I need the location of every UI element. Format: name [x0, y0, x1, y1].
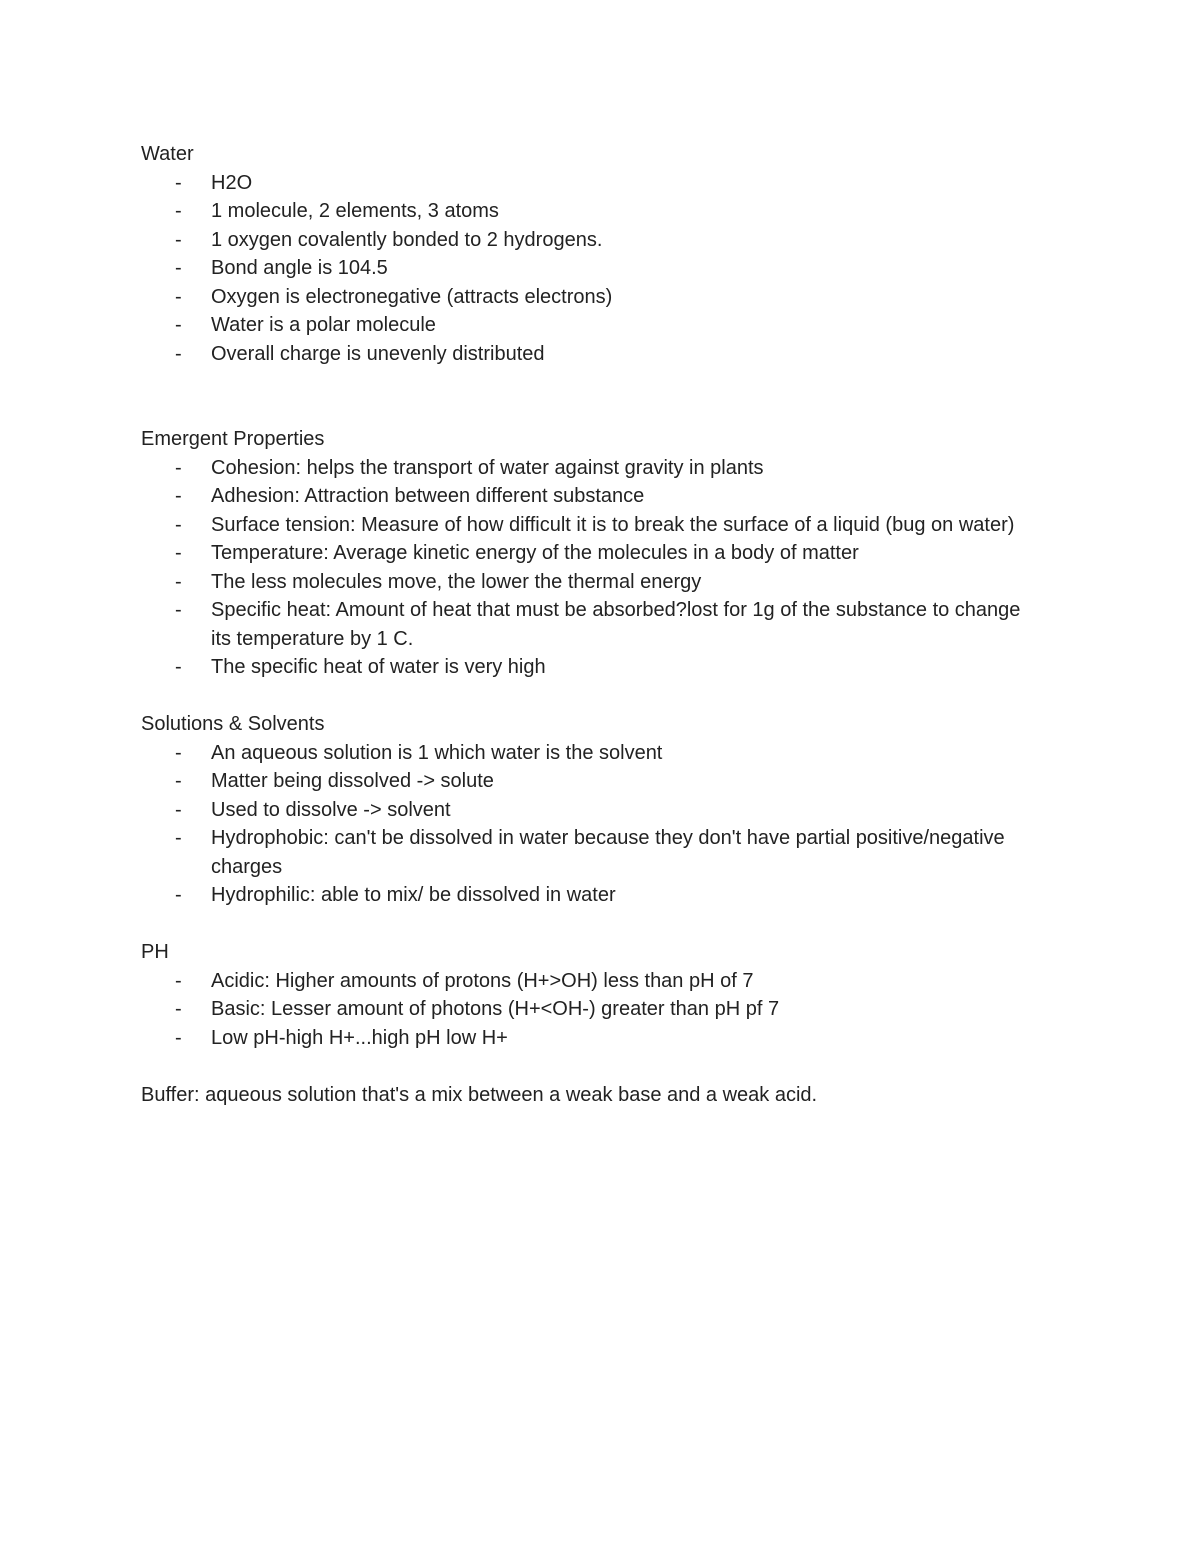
spacer	[141, 682, 1041, 711]
list-item: - Matter being dissolved -> solute	[141, 767, 1041, 796]
list-item: - Adhesion: Attraction between different substance	[141, 482, 1041, 511]
list-item: - Water is a polar molecule	[141, 311, 1041, 340]
solutions-solvents-list	[141, 739, 1041, 910]
list-item: - Overall charge is unevenly distributed	[141, 340, 1041, 369]
list-item: - Temperature: Average kinetic energy of the molecules in a body of matter	[141, 539, 1041, 568]
spacer	[141, 910, 1041, 939]
section-heading-solutions-solvents: Solutions & Solvents	[141, 713, 325, 735]
bullet-dash: -	[175, 200, 182, 222]
bullet-dash: -	[175, 741, 182, 764]
spacer	[141, 368, 1041, 425]
bullet-dash: -	[175, 1026, 182, 1049]
list-item: - Surface tension: Measure of how difficult it is to break the surface of a liquid (bug on water)	[141, 511, 1041, 540]
list-item: - Used to dissolve -> solvent	[141, 796, 1041, 825]
notes-body	[141, 140, 1041, 1109]
list-item: - Oxygen is electronegative (attracts electrons)	[141, 283, 1041, 312]
section-heading-water: Water	[141, 143, 194, 165]
bullet-dash: -	[175, 342, 182, 365]
list-item: - Hydrophobic: can't be dissolved in water because they don't have partial positive/negative charges	[141, 824, 1041, 881]
bullet-dash: -	[175, 285, 182, 308]
bullet-dash: -	[175, 798, 182, 821]
bullet-dash: -	[175, 884, 182, 906]
bullet-dash: -	[175, 656, 182, 678]
bullet-dash: -	[175, 542, 182, 564]
bullet-dash: -	[175, 570, 182, 593]
emergent-properties-list	[141, 454, 1041, 682]
bullet-dash: -	[175, 228, 182, 251]
list-item: - Low pH-high H+...high pH low H+	[141, 1024, 1041, 1053]
bullet-dash: -	[175, 171, 182, 194]
section-heading-emergent-properties: Emergent Properties	[141, 428, 325, 450]
list-item: - An aqueous solution is 1 which water is the solvent	[141, 739, 1041, 768]
list-item: - 1 molecule, 2 elements, 3 atoms	[141, 197, 1041, 226]
list-item: - Acidic: Higher amounts of protons (H+>OH) less than pH of 7	[141, 967, 1041, 996]
bullet-dash: -	[175, 998, 182, 1020]
list-item: - 1 oxygen covalently bonded to 2 hydrogens.	[141, 226, 1041, 255]
spacer	[141, 1052, 1041, 1081]
section-heading-ph: PH	[141, 941, 169, 963]
bullet-dash: -	[175, 485, 182, 507]
bullet-dash: -	[175, 969, 182, 992]
bullet-dash: -	[175, 827, 182, 849]
bullet-dash: -	[175, 513, 182, 536]
bullet-dash: -	[175, 257, 182, 279]
list-item: - Bond angle is 104.5	[141, 254, 1041, 283]
list-item: - The less molecules move, the lower the thermal energy	[141, 568, 1041, 597]
list-item: - Hydrophilic: able to mix/ be dissolved in water	[141, 881, 1041, 910]
buffer-definition: Buffer: aqueous solution that's a mix between a weak base and a weak acid.	[141, 1083, 818, 1106]
list-item: - Basic: Lesser amount of photons (H+<OH-) greater than pH pf 7	[141, 995, 1041, 1024]
bullet-dash: -	[175, 770, 182, 792]
bullet-dash: -	[175, 456, 182, 479]
list-item: - Cohesion: helps the transport of water against gravity in plants	[141, 454, 1041, 483]
ph-list	[141, 967, 1041, 1053]
list-item: - H2O	[141, 169, 1041, 198]
bullet-dash: -	[175, 599, 182, 621]
bullet-dash: -	[175, 314, 182, 336]
list-item: - The specific heat of water is very high	[141, 653, 1041, 682]
water-list	[141, 169, 1041, 369]
list-item: - Specific heat: Amount of heat that must be absorbed?lost for 1g of the substance to change its temperature by 1 C.	[141, 596, 1041, 653]
